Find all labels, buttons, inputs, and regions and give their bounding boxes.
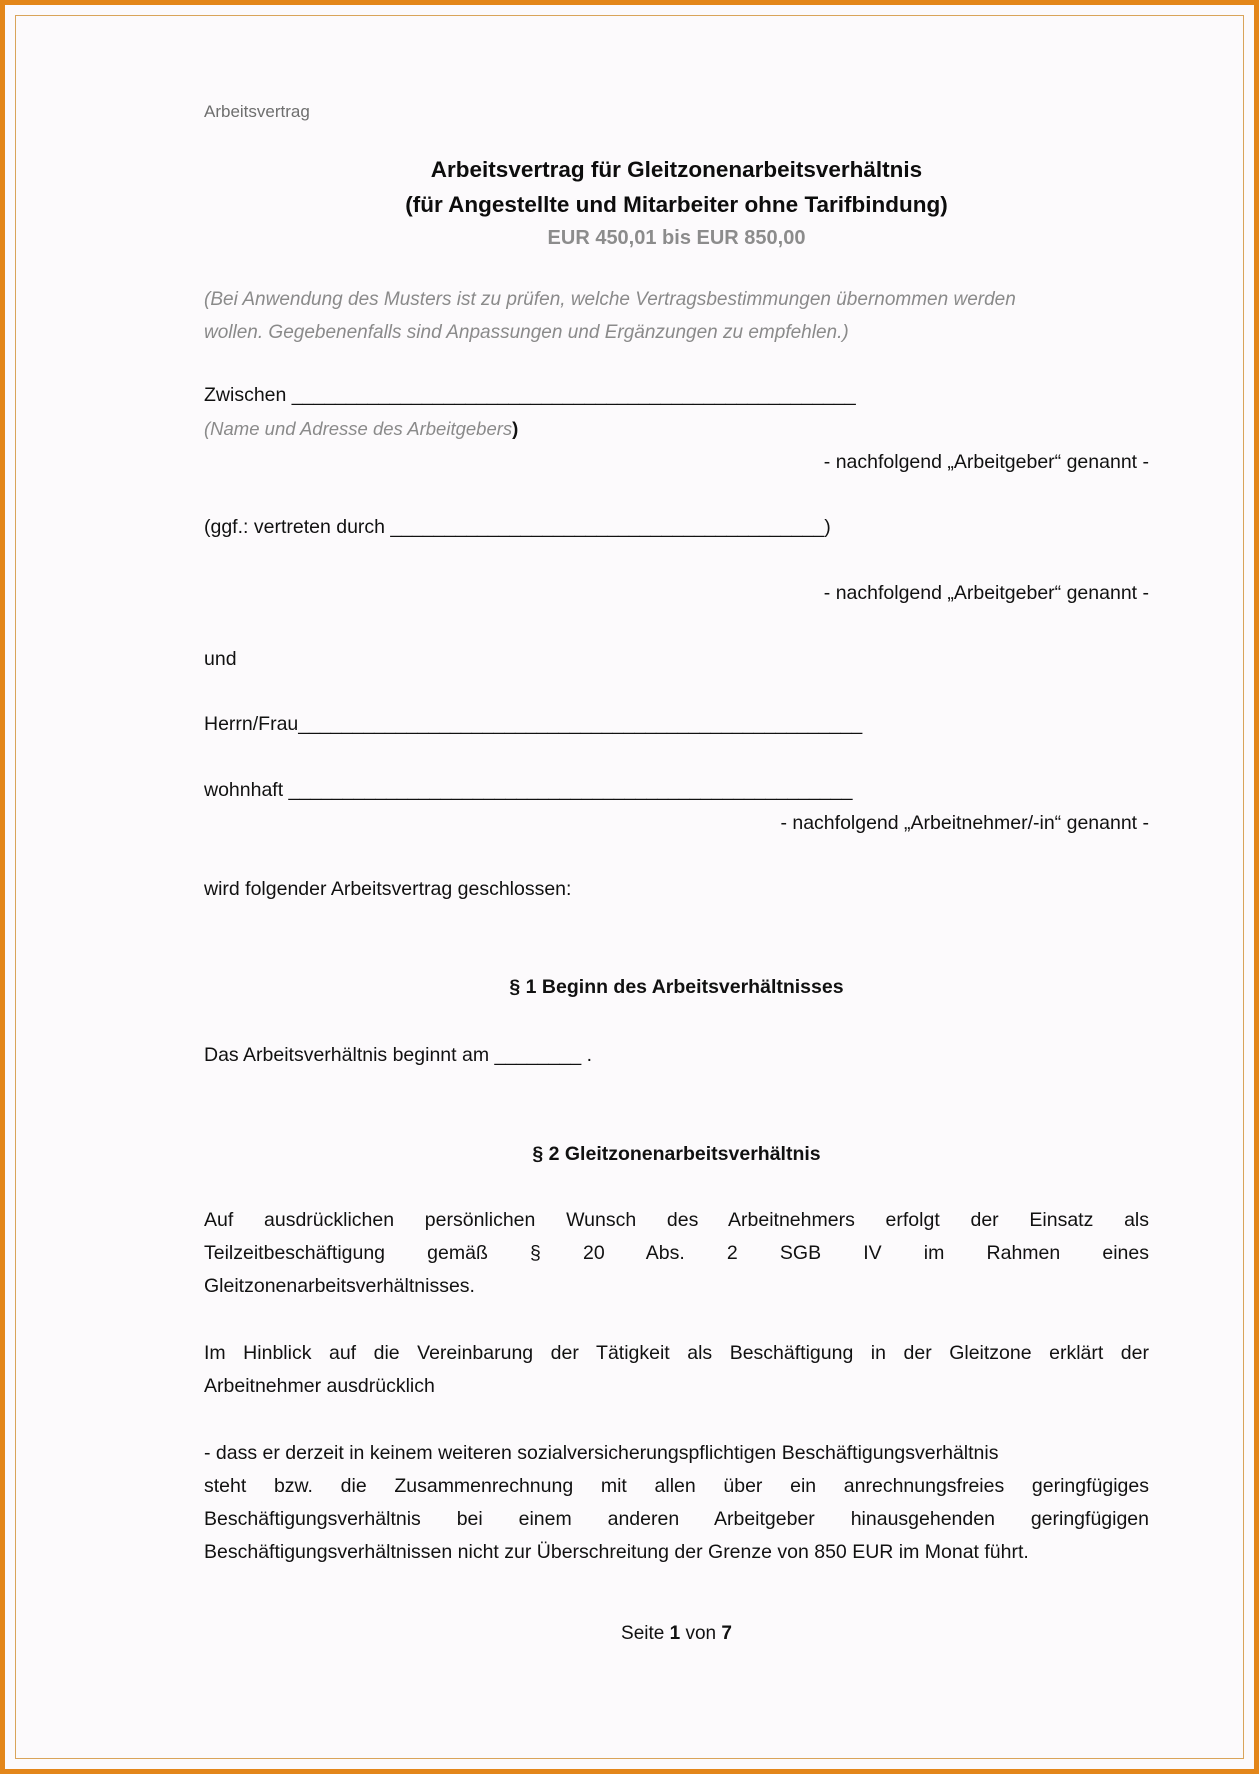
paragraph-einsatz <box>204 1204 1149 1303</box>
footer-page-total: 7 <box>721 1623 732 1644</box>
usage-note <box>204 283 1149 349</box>
arbeitgeber-hint <box>204 418 518 440</box>
salary-range: EUR 450,01 bis EUR 850,00 <box>547 227 806 249</box>
section-1-heading: § 1 Beginn des Arbeitsverhältnisses <box>509 976 844 998</box>
paragraph-line: steht bzw. die Zusammenrechnung mit allen über ein anrechnungsfreies geringfügiges <box>204 1475 1149 1497</box>
genannt-arbeitgeber-2: - nachfolgend „Arbeitgeber“ genannt - <box>823 582 1149 604</box>
wohnhaft-line: wohnhaft ____________________________________________________ <box>204 779 853 801</box>
paragraph-line: Teilzeitbeschäftigung gemäß § 20 Abs. 2 SGB IV im Rahmen eines <box>204 1242 1149 1264</box>
footer-page-number: 1 <box>669 1623 681 1644</box>
arbeitgeber-hint-close: ) <box>512 418 519 439</box>
usage-note-line-1: (Bei Anwendung des Musters ist zu prüfen, welche Vertragsbestimmungen übernommen werden <box>204 289 1016 310</box>
genannt-arbeitnehmer: - nachfolgend „Arbeitnehmer/-in“ genannt - <box>780 812 1149 834</box>
footer-mid: von <box>680 1623 722 1644</box>
section-2-heading: § 2 Gleitzonenarbeitsverhältnis <box>532 1143 821 1165</box>
paragraph-line: Beschäftigungsverhältnissen nicht zur Überschreitung der Grenze von 850 EUR im Monat führt. <box>204 1541 1029 1563</box>
paragraph-hinblick <box>204 1337 1149 1403</box>
vertreten-line: (ggf.: vertreten durch ________________________________________) <box>204 516 831 538</box>
footer-prefix: Seite <box>621 1623 670 1644</box>
usage-note-line-2: wollen. Gegebenenfalls sind Anpassungen und Ergänzungen zu empfehlen.) <box>204 322 849 343</box>
document-title: Arbeitsvertrag für Gleitzonenarbeitsverhältnis <box>430 157 923 182</box>
geschlossen-line: wird folgender Arbeitsvertrag geschlossen: <box>204 878 572 900</box>
herrn-frau-line: Herrn/Frau____________________________________________________ <box>204 713 863 735</box>
section-1-text: Das Arbeitsverhältnis beginnt am ________ . <box>204 1044 593 1066</box>
paragraph-line: - dass er derzeit in keinem weiteren sozialversicherungspflichtigen Beschäftigungsverhältnis <box>204 1442 999 1464</box>
paragraph-line: Beschäftigungsverhältnis bei einem anderen Arbeitgeber hinausgehenden geringfügigen <box>204 1508 1149 1530</box>
paragraph-line: Gleitzonenarbeitsverhältnisses. <box>204 1275 475 1297</box>
document-subtitle: (für Angestellte und Mitarbeiter ohne Tarifbindung) <box>405 192 948 217</box>
paragraph-line: Auf ausdrücklichen persönlichen Wunsch des Arbeitnehmers erfolgt der Einsatz als <box>204 1209 1149 1231</box>
genannt-arbeitgeber-1: - nachfolgend „Arbeitgeber“ genannt - <box>823 451 1149 473</box>
arbeitgeber-hint-text: (Name und Adresse des Arbeitgebers <box>204 418 513 439</box>
paragraph-line: Arbeitnehmer ausdrücklich <box>204 1375 435 1397</box>
paragraph-line: Im Hinblick auf die Vereinbarung der Tätigkeit als Beschäftigung in der Gleitzone erklärt der <box>204 1342 1149 1364</box>
zwischen-line: Zwischen ____________________________________________________ <box>204 384 856 406</box>
und-line: und <box>204 648 237 670</box>
page-footer <box>204 1623 1149 1645</box>
paragraph-erklaerung <box>204 1437 1149 1569</box>
running-header: Arbeitsvertrag <box>204 102 310 121</box>
